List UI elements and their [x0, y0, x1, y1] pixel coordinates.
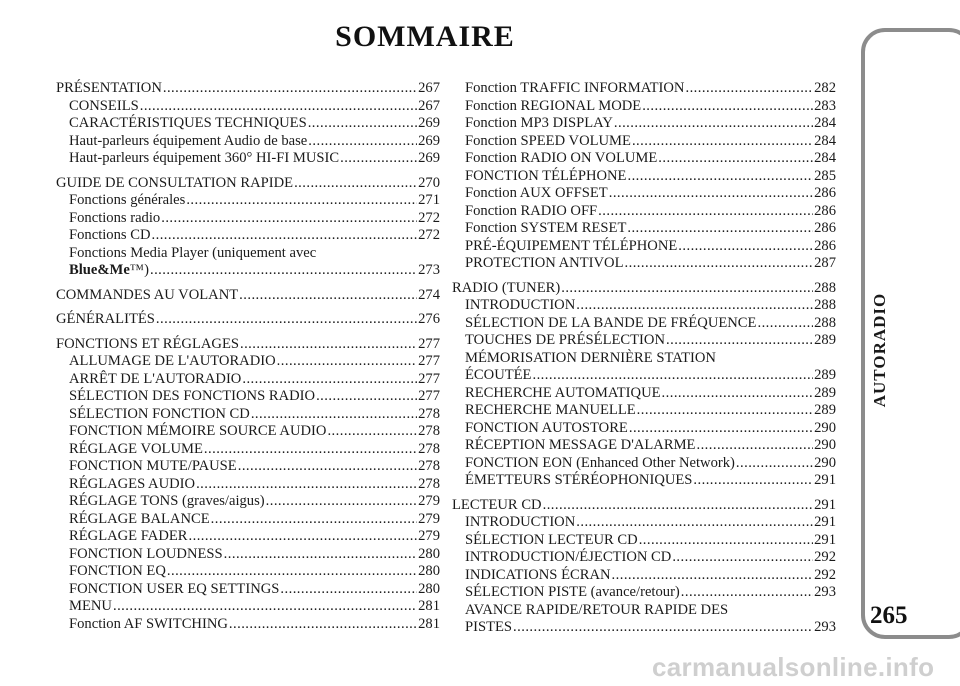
toc-entry-title: CARACTÉRISTIQUES TECHNIQUES [69, 115, 307, 131]
dot-leader [167, 563, 417, 581]
toc-entry-title: FONCTION AUTOSTORE [465, 419, 628, 436]
toc-page-number: 277 [418, 370, 440, 387]
toc-page-number: 278 [418, 475, 440, 492]
toc-page-number: 284 [814, 150, 836, 166]
dot-leader [163, 80, 417, 98]
dot-leader [239, 287, 417, 305]
toc-page-number: 277 [418, 388, 440, 404]
toc-page-number: 292 [814, 549, 836, 565]
toc-entry-title: FONCTION USER EQ SETTINGS [69, 580, 280, 597]
toc-entry[interactable] [452, 115, 836, 133]
toc-entry-title: RÉGLAGE FADER [69, 528, 188, 544]
toc-entry[interactable] [56, 353, 440, 371]
dot-leader [308, 133, 417, 151]
toc-entry-title: Fonction MP3 DISPLAY [465, 115, 613, 131]
toc-entry[interactable] [56, 458, 440, 476]
toc-page-number: 278 [418, 440, 440, 457]
toc-entry-title: SÉLECTION DE LA BANDE DE FRÉQUENCE [465, 314, 757, 331]
toc-entry-title: RECHERCHE AUTOMATIQUE [465, 384, 661, 401]
toc-page-number: 269 [418, 115, 440, 131]
toc-page-number: 283 [814, 97, 836, 114]
toc-entry-title: Haut-parleurs équipement 360° HI-FI MUSIC [69, 150, 340, 166]
toc-entry[interactable] [452, 150, 836, 168]
toc-page-number: 278 [418, 458, 440, 474]
page-number: 265 [870, 602, 908, 629]
dot-leader [340, 150, 417, 168]
toc-page-number: 293 [814, 584, 836, 600]
toc-entry-title: PROTECTION ANTIVOL [465, 255, 624, 271]
toc-entry[interactable] [56, 115, 440, 133]
toc-page-number: 288 [814, 279, 836, 296]
toc-entry[interactable] [452, 584, 836, 602]
dot-leader [609, 185, 813, 203]
toc-page-number: 280 [418, 563, 440, 579]
toc-entry[interactable] [452, 472, 836, 490]
toc-entry-title: ÉCOUTÉE [465, 367, 532, 383]
toc-entry[interactable] [56, 563, 440, 581]
toc-page-number: 288 [814, 314, 836, 331]
toc-page-number: 281 [418, 598, 440, 614]
toc-page-number: 289 [814, 332, 836, 348]
toc-page-number: 278 [418, 423, 440, 439]
toc-entry[interactable] [452, 185, 836, 203]
toc-entry-title: Fonction AF SWITCHING [69, 615, 228, 632]
dot-leader [277, 353, 417, 371]
dot-leader [156, 311, 417, 329]
dot-leader [632, 133, 813, 151]
dot-leader [642, 98, 813, 116]
toc-page-number: 271 [418, 192, 440, 208]
toc-entry[interactable] [452, 168, 836, 186]
toc-page-number: 281 [418, 615, 440, 632]
toc-entry[interactable] [452, 514, 836, 532]
toc-entry-title: INDICATIONS ÉCRAN [465, 566, 611, 583]
dot-leader [280, 581, 417, 599]
toc-entry-title: FONCTION EON (Enhanced Other Network) [465, 454, 735, 471]
toc-entry-title: SÉLECTION DES FONCTIONS RADIO [69, 388, 316, 404]
toc-page-number: 278 [418, 405, 440, 422]
toc-entry-title: COMMANDES AU VOLANT [56, 286, 239, 303]
toc-entry-title: GÉNÉRALITÉS [56, 311, 155, 327]
dot-leader [561, 280, 813, 298]
toc-page-number: 284 [814, 115, 836, 131]
toc-entry-title: INTRODUCTION [465, 297, 576, 313]
toc-page-number: 292 [814, 566, 836, 583]
toc-entry-title: RÉGLAGES AUDIO [69, 475, 196, 492]
toc-entry[interactable] [452, 385, 836, 403]
toc-entry[interactable] [452, 549, 836, 567]
toc-page-number: 272 [418, 227, 440, 243]
toc-page-number: 293 [814, 619, 836, 635]
toc-entry[interactable] [56, 528, 440, 546]
toc-entry-title: FONCTION EQ [69, 563, 166, 579]
dot-leader [204, 441, 417, 459]
toc-page-number: 269 [418, 132, 440, 149]
toc-entry-title: RECHERCHE MANUELLE [465, 402, 636, 418]
toc-page-number: 269 [418, 150, 440, 166]
toc-entry[interactable] [452, 255, 836, 273]
chapter-tab-label: AUTORADIO [870, 292, 889, 408]
toc-entry[interactable] [56, 371, 440, 389]
toc-entry-title: Fonctions générales [69, 192, 186, 208]
toc-page-number: 289 [814, 367, 836, 383]
toc-entry-title: RÉGLAGE VOLUME [69, 440, 203, 457]
toc-page-number: 290 [814, 454, 836, 471]
dot-leader [186, 192, 417, 210]
dot-leader [242, 371, 417, 389]
toc-page-number: 291 [814, 496, 836, 513]
dot-leader [672, 549, 813, 567]
toc-entry[interactable] [452, 315, 836, 333]
toc-entry[interactable] [452, 332, 836, 350]
toc-entry-title: FONCTION LOUDNESS [69, 545, 223, 562]
dot-leader [513, 619, 813, 637]
toc-entry-title: Fonction RADIO OFF [465, 202, 598, 219]
toc-entry-title-rest: ™) [129, 262, 149, 278]
toc-page-number: 279 [418, 493, 440, 509]
toc-entry[interactable] [56, 388, 440, 406]
toc-column-right [452, 80, 836, 637]
toc-page-number: 286 [814, 185, 836, 201]
toc-page-number: 285 [814, 167, 836, 184]
toc-entry[interactable] [56, 227, 440, 245]
toc-entry-title: ÉMETTEURS STÉRÉOPHONIQUES [465, 472, 693, 488]
dot-leader [678, 238, 813, 256]
toc-page-number: 267 [418, 80, 440, 96]
toc-entry[interactable] [56, 150, 440, 168]
toc-entry-continued: MÉMORISATION DERNIÈRE STATION [465, 349, 716, 366]
toc-page-number: 274 [418, 286, 440, 303]
toc-entry[interactable] [56, 546, 440, 564]
toc-page-number: 276 [418, 311, 440, 327]
toc-entry[interactable] [56, 192, 440, 210]
toc-section-entry[interactable] [452, 280, 836, 298]
section-gap [56, 168, 440, 175]
toc-entry-title: RÉGLAGE TONS (graves/aigus) [69, 493, 265, 509]
section-gap [56, 280, 440, 287]
dot-leader [238, 458, 417, 476]
toc-entry[interactable] [452, 437, 836, 455]
toc-page-number: 286 [814, 237, 836, 254]
toc-entry-title: RADIO (TUNER) [452, 279, 561, 296]
dot-leader [757, 315, 813, 333]
toc-entry[interactable] [452, 402, 836, 420]
dot-leader [637, 402, 813, 420]
toc-entry[interactable] [56, 511, 440, 529]
toc-entry-title: Fonction REGIONAL MODE [465, 97, 642, 114]
toc-entry-title: Fonction TRAFFIC INFORMATION [465, 80, 685, 96]
toc-entry-title: INTRODUCTION/ÉJECTION CD [465, 549, 672, 565]
toc-entry-title: FONCTION MÉMOIRE SOURCE AUDIO [69, 423, 327, 439]
toc-entry[interactable] [452, 532, 836, 550]
dot-leader [152, 227, 418, 245]
toc-entry[interactable] [452, 455, 836, 473]
dot-leader [316, 388, 417, 406]
toc-entry[interactable] [452, 367, 836, 385]
dot-leader [696, 437, 813, 455]
dot-leader [140, 98, 417, 116]
toc-entry-title: FONCTION MUTE/PAUSE [69, 458, 237, 474]
toc-page-number: 280 [418, 580, 440, 597]
toc-page-number: 280 [418, 545, 440, 562]
dot-leader [629, 420, 813, 438]
toc-page-number: 286 [814, 202, 836, 219]
section-gap [56, 329, 440, 336]
toc-entry-title: RÉCEPTION MESSAGE D'ALARME [465, 437, 696, 453]
toc-entry-title: INTRODUCTION [465, 514, 576, 530]
toc-entry-title: PRÉSENTATION [56, 80, 162, 96]
toc-entry-title: TOUCHES DE PRÉSÉLECTION [465, 332, 665, 348]
toc-entry[interactable] [452, 133, 836, 151]
toc-page-number: 286 [814, 220, 836, 236]
toc-section-entry[interactable] [56, 336, 440, 354]
toc-page-number: 290 [814, 437, 836, 453]
dot-leader [625, 255, 814, 273]
toc-section-entry[interactable] [56, 80, 440, 98]
toc-entry-title: SÉLECTION PISTE (avance/retour) [465, 584, 680, 600]
dot-leader [308, 115, 417, 133]
toc-section-entry[interactable] [56, 287, 440, 305]
toc-page-number: 284 [814, 132, 836, 149]
toc-page-number: 277 [418, 335, 440, 352]
dot-leader [627, 220, 813, 238]
toc-entry-title: Fonction AUX OFFSET [465, 185, 608, 201]
watermark: carmanualsonline.info [652, 652, 935, 682]
toc-entry[interactable] [56, 581, 440, 599]
toc-page-number: 291 [814, 531, 836, 548]
toc-entry[interactable] [452, 420, 836, 438]
toc-entry[interactable] [56, 441, 440, 459]
dot-leader [224, 546, 417, 564]
toc-entry[interactable] [56, 262, 440, 280]
toc-section-entry[interactable] [56, 175, 440, 193]
toc-entry[interactable] [452, 220, 836, 238]
toc-entry-title: SÉLECTION LECTEUR CD [465, 531, 638, 548]
dot-leader [150, 262, 417, 280]
dot-leader [532, 367, 813, 385]
toc-entry-title: Fonctions radio [69, 209, 161, 226]
toc-entry[interactable] [56, 98, 440, 116]
dot-leader [196, 476, 417, 494]
toc-entry-title: RÉGLAGE BALANCE [69, 510, 210, 527]
toc-page-number: 289 [814, 402, 836, 418]
toc-page-number: 289 [814, 384, 836, 401]
toc-entry-title: LECTEUR CD [452, 496, 542, 513]
dot-leader [598, 203, 813, 221]
toc-page-number: 291 [814, 472, 836, 488]
toc-entry[interactable] [452, 98, 836, 116]
toc-entry-title: ARRÊT DE L'AUTORADIO [69, 370, 242, 387]
section-gap [452, 490, 836, 497]
toc-page-number: 287 [814, 255, 836, 271]
dot-leader [294, 175, 417, 193]
dot-leader [543, 497, 814, 515]
dot-leader [576, 514, 813, 532]
toc-section-entry[interactable] [452, 497, 836, 515]
toc-entry-title: CONSEILS [69, 97, 139, 114]
toc-entry[interactable] [56, 423, 440, 441]
toc-entry-title: Fonctions CD [69, 227, 151, 243]
dot-leader [693, 472, 813, 490]
toc-entry[interactable] [452, 567, 836, 585]
toc-entry-title: Fonction RADIO ON VOLUME [465, 150, 658, 166]
dot-leader [736, 455, 813, 473]
toc-entry-title [69, 262, 149, 280]
toc-entry[interactable] [56, 493, 440, 511]
toc-page-number: 277 [418, 353, 440, 369]
dot-leader [240, 336, 417, 354]
dot-leader [229, 616, 417, 634]
toc-page-number: 267 [418, 97, 440, 114]
toc-entry-title: GUIDE DE CONSULTATION RAPIDE [56, 174, 294, 191]
toc-page-number: 270 [418, 174, 440, 191]
dot-leader [211, 511, 417, 529]
toc-page-number: 279 [418, 528, 440, 544]
dot-leader [189, 528, 418, 546]
dot-leader [612, 567, 814, 585]
toc-entry[interactable] [452, 203, 836, 221]
toc-page-number: 279 [418, 510, 440, 527]
dot-leader [614, 115, 813, 133]
toc-entry-title: FONCTION TÉLÉPHONE [465, 167, 627, 184]
toc-entry[interactable] [452, 238, 836, 256]
toc-page-number: 272 [418, 209, 440, 226]
toc-entry-title: PISTES [465, 619, 513, 635]
toc-section-entry[interactable] [56, 311, 440, 329]
toc-entry-title: MENU [69, 598, 112, 614]
toc-entry[interactable] [452, 80, 836, 98]
section-gap [452, 273, 836, 280]
toc-entry-title: PRÉ-ÉQUIPEMENT TÉLÉPHONE [465, 237, 678, 254]
dot-leader [666, 332, 813, 350]
toc-entry[interactable] [56, 598, 440, 616]
toc-entry[interactable] [452, 297, 836, 315]
toc-page-number: 288 [814, 297, 836, 313]
toc-entry-continued: AVANCE RAPIDE/RETOUR RAPIDE DES [465, 601, 729, 618]
dot-leader [681, 584, 813, 602]
toc-page-number: 290 [814, 419, 836, 436]
dot-leader [113, 598, 417, 616]
toc-entry[interactable] [56, 476, 440, 494]
toc-column-left [56, 80, 440, 633]
toc-entry[interactable] [452, 619, 836, 637]
dot-leader [161, 210, 417, 228]
dot-leader [576, 297, 813, 315]
toc-entry-title: Haut-parleurs équipement Audio de base [69, 132, 308, 149]
dot-leader [658, 150, 813, 168]
toc-entry-title: Fonction SPEED VOLUME [465, 132, 631, 149]
toc-entry[interactable] [56, 406, 440, 424]
toc-entry-title: ALLUMAGE DE L'AUTORADIO [69, 353, 276, 369]
toc-entry-title-bold: Blue&Me [69, 262, 130, 278]
toc-entry[interactable] [56, 133, 440, 151]
toc-entry-title: FONCTIONS ET RÉGLAGES [56, 335, 239, 352]
dot-leader [327, 423, 417, 441]
dot-leader [685, 80, 813, 98]
section-gap [56, 304, 440, 311]
dot-leader [662, 385, 814, 403]
toc-page-number: 282 [814, 80, 836, 96]
page-title: SOMMAIRE [335, 20, 515, 53]
toc-entry-continued: Fonctions Media Player (uniquement avec [69, 244, 317, 261]
dot-leader [639, 532, 813, 550]
dot-leader [627, 168, 813, 186]
dot-leader [266, 493, 417, 511]
toc-entry-title: SÉLECTION FONCTION CD [69, 405, 250, 422]
toc-entry[interactable] [56, 210, 440, 228]
toc-entry-title: Fonction SYSTEM RESET [465, 220, 627, 236]
dot-leader [251, 406, 417, 424]
toc-page-number: 291 [814, 514, 836, 530]
toc-entry[interactable] [56, 616, 440, 634]
toc-page-number: 273 [418, 262, 440, 278]
